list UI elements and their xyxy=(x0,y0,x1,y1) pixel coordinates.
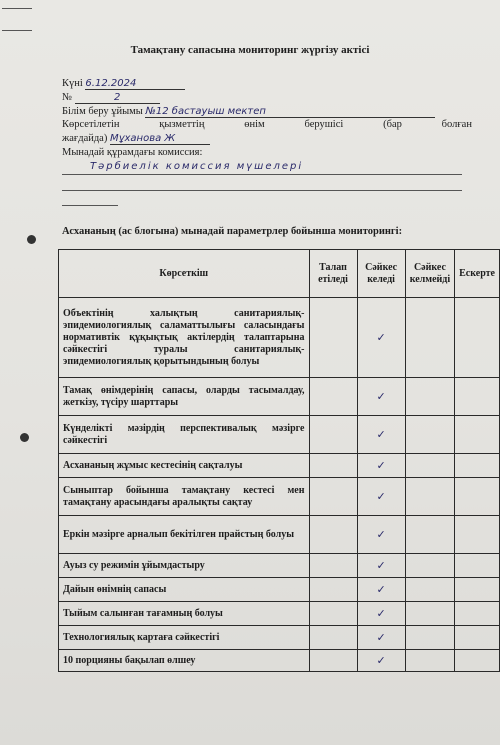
table-row xyxy=(59,602,500,626)
cell-note xyxy=(455,554,500,578)
commission-label: Мынадай құрамдағы комиссия: xyxy=(62,147,203,158)
header-noncompliant: Сәйкес келмейді xyxy=(405,250,454,298)
cell-required xyxy=(309,650,357,672)
table-row xyxy=(59,454,500,478)
row-indicator: Асхананың жұмыс кестесінің сақталуы xyxy=(59,454,310,478)
org-label: Білім беру ұйымы xyxy=(62,106,143,117)
cell-compliant-check: ✓ xyxy=(357,454,405,478)
table-row xyxy=(59,626,500,650)
row-indicator: Тамақ өнімдерінің сапасы, оларды тасымалдау, жеткізу, түсіру шарттары xyxy=(59,378,310,416)
cell-noncompliant xyxy=(405,478,454,516)
cell-compliant-check: ✓ xyxy=(357,298,405,378)
cell-noncompliant xyxy=(405,416,454,454)
cell-compliant-check: ✓ xyxy=(357,416,405,454)
cell-required xyxy=(309,478,357,516)
provider-row-2 xyxy=(62,133,210,145)
scratch-mark xyxy=(2,30,32,31)
cell-note xyxy=(455,416,500,454)
cell-required xyxy=(309,578,357,602)
row-indicator: Технологиялық картаға сәйкестігі xyxy=(59,626,310,650)
cell-noncompliant xyxy=(405,578,454,602)
provider-label: қызметтің xyxy=(159,119,205,130)
row-indicator: Сыныптар бойынша тамақтану кестесі мен тамақтану арасындағы аралықты сақтау xyxy=(59,478,310,516)
provider-value: Мұханова Ж xyxy=(110,133,210,145)
header-required: Талап етіледі xyxy=(309,250,357,298)
number-row xyxy=(62,92,160,104)
row-indicator: Еркін мәзірге арналып бекітілген прайстың болуы xyxy=(59,516,310,554)
table-row xyxy=(59,478,500,516)
cell-note xyxy=(455,650,500,672)
row-indicator: Дайын өнімнің сапасы xyxy=(59,578,310,602)
blank-line xyxy=(62,205,118,206)
table-row xyxy=(59,650,500,672)
cell-required xyxy=(309,454,357,478)
table-row xyxy=(59,516,500,554)
cell-compliant-check: ✓ xyxy=(357,626,405,650)
table-row xyxy=(59,554,500,578)
commission-value: Тәрбиелік комиссия мүшелері xyxy=(90,161,304,172)
provider-label: жағдайда) xyxy=(62,133,108,144)
cell-compliant-check: ✓ xyxy=(357,478,405,516)
cell-note xyxy=(455,578,500,602)
row-indicator: Объектінің халықтың санитариялық-эпидемиологиялық саламаттылығы саласындағы нормативтік құқықтық актілердің талаптарына сәйкестігі туралы санитариялық-эпидемиологиялық қорытындының болуы xyxy=(59,298,310,378)
row-indicator: Күнделікті мәзірдің перспективалық мәзірге сәйкестігі xyxy=(59,416,310,454)
day-value: 6.12.2024 xyxy=(85,78,185,90)
cell-noncompliant xyxy=(405,298,454,378)
blank-line xyxy=(62,174,462,175)
cell-note xyxy=(455,478,500,516)
provider-label: (бар xyxy=(383,119,402,130)
header-indicator: Көрсеткіш xyxy=(59,250,310,298)
cell-required xyxy=(309,416,357,454)
cell-required xyxy=(309,516,357,554)
provider-label: берушісі xyxy=(304,119,344,130)
cell-compliant-check: ✓ xyxy=(357,378,405,416)
provider-label: болған xyxy=(441,119,472,130)
table-row xyxy=(59,378,500,416)
section-title: Асхананың (ас блогына) мынадай параметрлер бойынша мониторингі: xyxy=(62,226,403,237)
cell-noncompliant xyxy=(405,602,454,626)
cell-note xyxy=(455,626,500,650)
cell-note xyxy=(455,378,500,416)
table-row xyxy=(59,578,500,602)
cell-note xyxy=(455,516,500,554)
cell-noncompliant xyxy=(405,650,454,672)
number-value: 2 xyxy=(75,92,160,104)
document-title: Тамақтану сапасына мониторинг жүргізу актісі xyxy=(130,44,370,56)
cell-note xyxy=(455,602,500,626)
cell-compliant-check: ✓ xyxy=(357,578,405,602)
cell-noncompliant xyxy=(405,454,454,478)
number-label: № xyxy=(62,92,73,103)
cell-required xyxy=(309,602,357,626)
cell-required xyxy=(309,298,357,378)
cell-required xyxy=(309,554,357,578)
cell-compliant-check: ✓ xyxy=(357,554,405,578)
header-compliant: Сәйкес келеді xyxy=(357,250,405,298)
row-indicator: 10 порцияны бақылап өлшеу xyxy=(59,650,310,672)
row-indicator: Тыйым салынған тағамның болуы xyxy=(59,602,310,626)
cell-compliant-check: ✓ xyxy=(357,516,405,554)
cell-compliant-check: ✓ xyxy=(357,650,405,672)
provider-label: Көрсетілетін xyxy=(62,119,120,130)
provider-row xyxy=(62,119,472,130)
scratch-mark xyxy=(2,8,32,9)
header-note: Ескерте xyxy=(455,250,500,298)
cell-compliant-check: ✓ xyxy=(357,602,405,626)
cell-noncompliant xyxy=(405,378,454,416)
cell-required xyxy=(309,378,357,416)
day-label: Күні xyxy=(62,78,83,89)
cell-noncompliant xyxy=(405,626,454,650)
blank-line xyxy=(62,190,462,191)
row-indicator: Ауыз су режимін ұйымдастыру xyxy=(59,554,310,578)
punch-hole xyxy=(27,235,36,244)
cell-noncompliant xyxy=(405,554,454,578)
day-row xyxy=(62,78,185,90)
cell-note xyxy=(455,298,500,378)
punch-hole xyxy=(20,433,29,442)
cell-noncompliant xyxy=(405,516,454,554)
provider-label: өнім xyxy=(244,119,265,130)
cell-required xyxy=(309,626,357,650)
org-value: №12 бастауыш мектеп xyxy=(145,106,435,118)
cell-note xyxy=(455,454,500,478)
table-row xyxy=(59,416,500,454)
monitoring-table xyxy=(58,249,500,672)
table-row xyxy=(59,298,500,378)
org-row xyxy=(62,106,435,118)
